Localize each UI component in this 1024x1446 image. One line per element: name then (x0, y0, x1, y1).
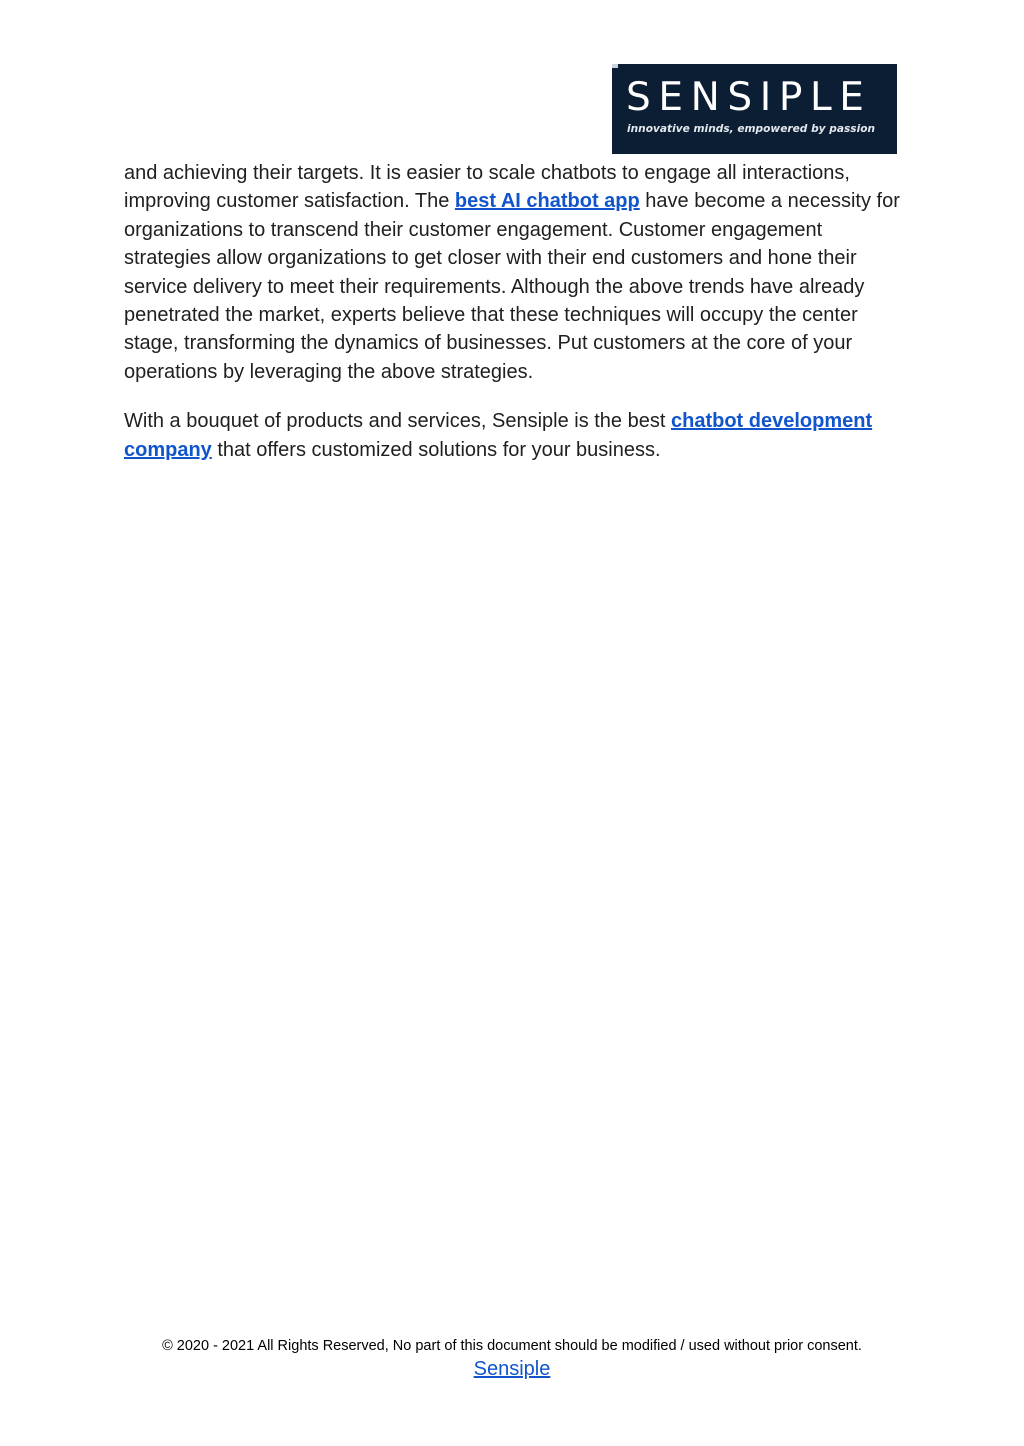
document-body (124, 159, 904, 464)
paragraph-text: that offers customized solutions for your business. (211, 438, 661, 461)
paragraph-text: and achieving their targets. It is easier to scale chatbots to engage all interactions, improving customer satisfaction. The (124, 162, 850, 213)
best-ai-chatbot-app-link[interactable]: best AI chatbot app (454, 190, 640, 213)
sensiple-logo (612, 64, 897, 154)
paragraph-text: have become a necessity for organizations to transcend their customer engagement. Customer engagement strategies allow organizations to get closer with their end customers and hone their service delivery to meet their requirements. Although the above trends have already penetrated the market, experts believe that these techniques will occupy the center stage, transforming the dynamics of businesses. Put customers at the core of your operations by leveraging the above strategies. (124, 190, 900, 383)
chatbot-development-company-link[interactable]: chatbot development company (124, 410, 873, 461)
paragraph-chatbot-trends (124, 159, 904, 386)
logo-accent (612, 64, 618, 68)
paragraph-sensiple-offer (124, 407, 904, 464)
footer-link-container (0, 1357, 1024, 1381)
logo-wordmark: SENSIPLE (626, 75, 872, 120)
sensiple-footer-link[interactable]: Sensiple (473, 1358, 551, 1380)
logo-tagline: innovative minds, empowered by passion (627, 123, 876, 135)
paragraph-text: With a bouquet of products and services, Sensiple is the best (124, 410, 671, 433)
copyright-notice: © 2020 - 2021 All Rights Reserved, No part of this document should be modified / used without prior consent. (162, 1338, 862, 1354)
